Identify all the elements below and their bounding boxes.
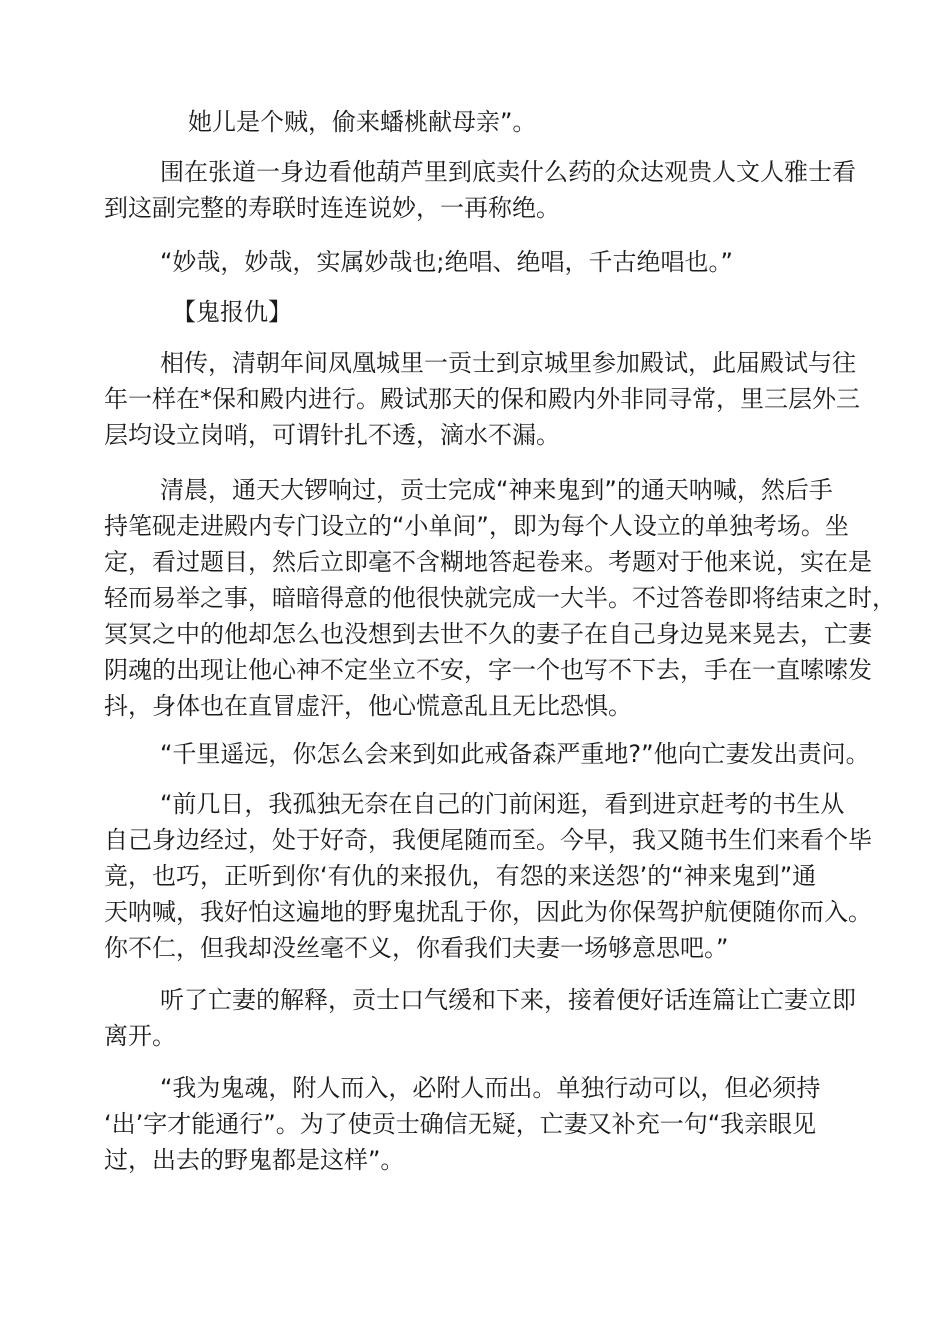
- paragraph-line: 层均设立岗哨，可谓针扎不透，滴水不漏。: [104, 421, 560, 449]
- paragraph-8: [104, 982, 864, 1054]
- paragraph-5: [104, 472, 896, 724]
- paragraph-1: [188, 104, 948, 140]
- paragraph-line: 过，出去的野鬼都是这样”。: [104, 1146, 405, 1174]
- paragraph-line: 轻而易举之事，暗暗得意的他很快就完成一大半。不过答卷即将结束之时，: [104, 584, 896, 612]
- paragraph-line: 相传，清朝年间凤凰城里一贡士到京城里参加殿试，此届殿试与往: [160, 349, 856, 377]
- paragraph-line: “前几日，我孤独无奈在自己的门前闲逛，看到进京赶考的书生从: [160, 790, 845, 818]
- paragraph-line: 听了亡妻的解释，贡士口气缓和下来，接着便好话连篇让亡妻立即: [160, 986, 856, 1014]
- paragraph-line: “我为鬼魂，附人而入，必附人而出。单独行动可以，但必须持: [160, 1074, 821, 1102]
- paragraph-line: 自己身边经过，处于好奇，我便尾随而至。今早，我又随书生们来看个毕: [104, 826, 872, 854]
- paragraph-line: 离开。: [104, 1022, 176, 1050]
- paragraph-line: “千里遥远，你怎么会来到如此戒备森严重地?”他向亡妻发出责问。: [160, 740, 870, 768]
- paragraph-3: [104, 244, 864, 280]
- heading-line: 【鬼报仇】: [172, 298, 292, 326]
- paragraph-line: 阴魂的出现让他心神不定坐立不安，字一个也写不下去，手在一直嗦嗦发: [104, 656, 872, 684]
- paragraph-7: [104, 786, 872, 966]
- paragraph-line: 到这副完整的寿联时连连说妙，一再称绝。: [104, 194, 560, 222]
- paragraph-line: 她儿是个贼，偷来蟠桃献母亲”。: [188, 108, 537, 136]
- paragraph-line: 定，看过题目，然后立即毫不含糊地答起卷来。考题对于他来说，实在是: [104, 548, 872, 576]
- paragraph-9: [104, 1070, 864, 1178]
- paragraph-line: 持笔砚走进殿内专门设立的“小单间”，即为每个人设立的单独考场。坐: [104, 512, 849, 540]
- paragraph-line: 冥冥之中的他却怎么也没想到去世不久的妻子在自己身边晃来晃去，亡妻: [104, 620, 872, 648]
- paragraph-line: 围在张道一身边看他葫芦里到底卖什么药的众达观贵人文人雅士看: [160, 158, 856, 186]
- paragraph-6: [104, 736, 870, 772]
- paragraph-line: 年一样在*保和殿内进行。殿试那天的保和殿内外非同寻常，里三层外三: [104, 385, 860, 413]
- paragraph-line: 竟，也巧，正听到你‘有仇的来报仇，有怨的来送怨’的“神来鬼到”通: [104, 862, 817, 890]
- paragraph-4: [104, 345, 864, 453]
- section-heading: [104, 294, 864, 330]
- paragraph-line: “妙哉，妙哉，实属妙哉也;绝唱、绝唱，千古绝唱也。”: [160, 248, 733, 276]
- paragraph-line: 抖，身体也在直冒虚汗，他心慌意乱且无比恐惧。: [104, 692, 632, 720]
- paragraph-line: ‘出’字才能通行”。为了使贡士确信无疑，亡妻又补充一句“我亲眼见: [104, 1110, 817, 1138]
- paragraph-line: 清晨，通天大锣响过，贡士完成“神来鬼到”的通天呐喊，然后手: [160, 476, 833, 504]
- paragraph-line: 天呐喊，我好怕这遍地的野鬼扰乱于你，因此为你保驾护航便随你而入。: [104, 898, 872, 926]
- paragraph-line: 你不仁，但我却没丝毫不义，你看我们夫妻一场够意思吧。”: [104, 934, 729, 962]
- paragraph-2: [104, 154, 864, 226]
